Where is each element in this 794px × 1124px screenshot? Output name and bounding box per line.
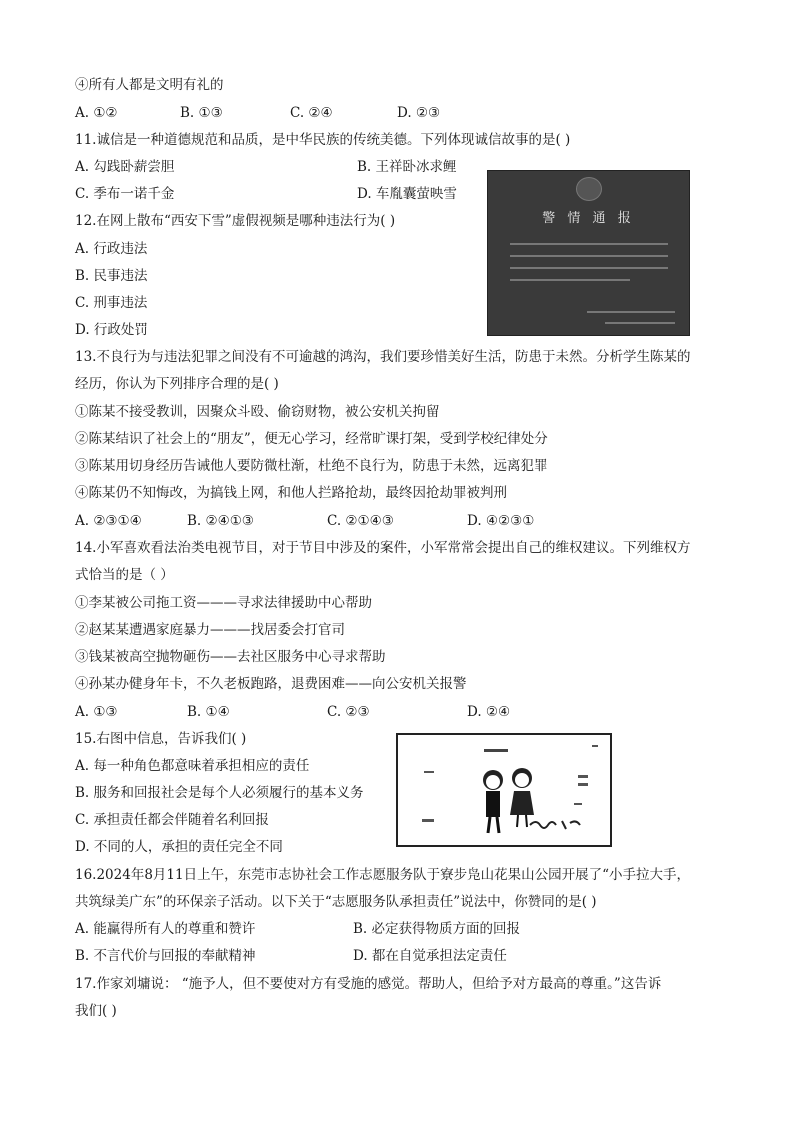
q13-item-4: ④陈某仍不知悔改，为搞钱上网，和他人拦路抢劫，最终因抢劫罪被判刑 <box>75 485 507 501</box>
q15-option-b: B. 服务和回报社会是每个人必须履行的基本义务 <box>75 785 364 801</box>
police-notice-image <box>487 170 690 336</box>
q10-option-b: B. ①③ <box>180 105 223 121</box>
notice-text-line <box>510 267 668 269</box>
q16-option-b: B. 必定获得物质方面的回报 <box>353 921 521 937</box>
q14-option-b: B. ①④ <box>187 704 230 720</box>
q14-item-4: ④孙某办健身年卡，不久老板跑路，退费困难——向公安机关报警 <box>75 676 467 692</box>
notice-text-line <box>510 243 668 245</box>
cartoon-drawing <box>398 735 606 841</box>
q15-stem: 15.右图中信息，告诉我们( ) <box>75 731 247 747</box>
q13-item-2: ②陈某结识了社会上的“朋友”，便无心学习，经常旷课打架，受到学校纪律处分 <box>75 431 548 447</box>
q14-item-2: ②赵某某遭遇家庭暴力———找居委会打官司 <box>75 622 345 638</box>
q11-stem: 11.诚信是一种道德规范和品质，是中华民族的传统美德。下列体现诚信故事的是( ) <box>75 132 571 148</box>
q12-option-b: B. 民事违法 <box>75 268 148 284</box>
q16-option-c: B. 不言代价与回报的奉献精神 <box>75 948 256 964</box>
q13-item-3: ③陈某用切身经历告诫他人要防微杜渐，杜绝不良行为，防患于未然，远离犯罪 <box>75 458 548 474</box>
notice-date-line <box>605 322 675 324</box>
q11-option-a: A. 勾践卧薪尝胆 <box>75 159 175 175</box>
q11-option-c: C. 季布一诺千金 <box>75 186 175 202</box>
q16-option-d: D. 都在自觉承担法定责任 <box>353 948 507 964</box>
q16-option-a: A. 能赢得所有人的尊重和赞许 <box>75 921 256 937</box>
q14-option-a: A. ①③ <box>75 704 118 720</box>
q10-option-a: A. ①② <box>75 105 118 121</box>
q11-option-b: B. 王祥卧冰求鲤 <box>357 159 457 175</box>
q14-option-c: C. ②③ <box>327 704 370 720</box>
q17-stem-line-1: 17.作家刘墉说： “施予人，但不要使对方有受施的感觉。帮助人，但给予对方最高的尊重。”这告诉 <box>75 976 662 992</box>
q10-item-4: ④所有人都是文明有礼的 <box>75 77 224 93</box>
q14-stem-line-1: 14.小军喜欢看法治类电视节目，对于节目中涉及的案件，小军常常会提出自己的维权建议。下列维权方 <box>75 540 691 556</box>
cartoon-image <box>396 733 612 847</box>
q15-option-c: C. 承担责任都会伴随着名利回报 <box>75 812 269 828</box>
q15-option-a: A. 每一种角色都意味着承担相应的责任 <box>75 758 310 774</box>
q16-stem-line-2: 共筑绿美广东”的环保亲子活动。以下关于“志愿服务队承担责任”说法中，你赞同的是( ) <box>75 894 597 910</box>
notice-text-line <box>510 255 668 257</box>
q12-option-d: D. 行政处罚 <box>75 322 148 338</box>
q14-option-d: D. ②④ <box>467 704 511 720</box>
q16-stem-line-1: 16.2024年8月11日上午，东莞市志协社会工作志愿服务队于寮步凫山花果山公园开展了“小手拉大手， <box>75 867 690 883</box>
notice-text-line <box>510 279 630 281</box>
q12-option-c: C. 刑事违法 <box>75 295 148 311</box>
q10-option-c: C. ②④ <box>290 105 333 121</box>
q11-option-d: D. 车胤囊萤映雪 <box>357 186 457 202</box>
q14-item-1: ①李某被公司拖工资———寻求法律援助中心帮助 <box>75 595 372 611</box>
q13-option-a: A. ②③①④ <box>75 513 142 529</box>
q14-item-3: ③钱某被高空抛物砸伤——去社区服务中心寻求帮助 <box>75 649 386 665</box>
q13-option-b: B. ②④①③ <box>187 513 254 529</box>
q13-option-c: C. ②①④③ <box>327 513 394 529</box>
q10-option-d: D. ②③ <box>397 105 441 121</box>
police-emblem-icon <box>576 177 602 201</box>
q12-stem: 12.在网上散布“西安下雪”虚假视频是哪种违法行为( ) <box>75 213 396 229</box>
q13-item-1: ①陈某不接受教训，因聚众斗殴、偷窃财物，被公安机关拘留 <box>75 404 440 420</box>
notice-issuer-line <box>587 311 675 313</box>
notice-title: 警 情 通 报 <box>542 211 635 226</box>
q15-option-d: D. 不同的人，承担的责任完全不同 <box>75 839 283 855</box>
q13-option-d: D. ④②③① <box>467 513 535 529</box>
q17-stem-line-2: 我们( ) <box>75 1003 117 1019</box>
q13-stem-line-1: 13.不良行为与违法犯罪之间没有不可逾越的鸿沟，我们要珍惜美好生活，防患于未然。分析学生陈某的 <box>75 349 691 365</box>
q14-stem-line-2: 式恰当的是（ ） <box>75 567 174 583</box>
q12-option-a: A. 行政违法 <box>75 241 148 257</box>
q13-stem-line-2: 经历，你认为下列排序合理的是( ) <box>75 376 279 392</box>
